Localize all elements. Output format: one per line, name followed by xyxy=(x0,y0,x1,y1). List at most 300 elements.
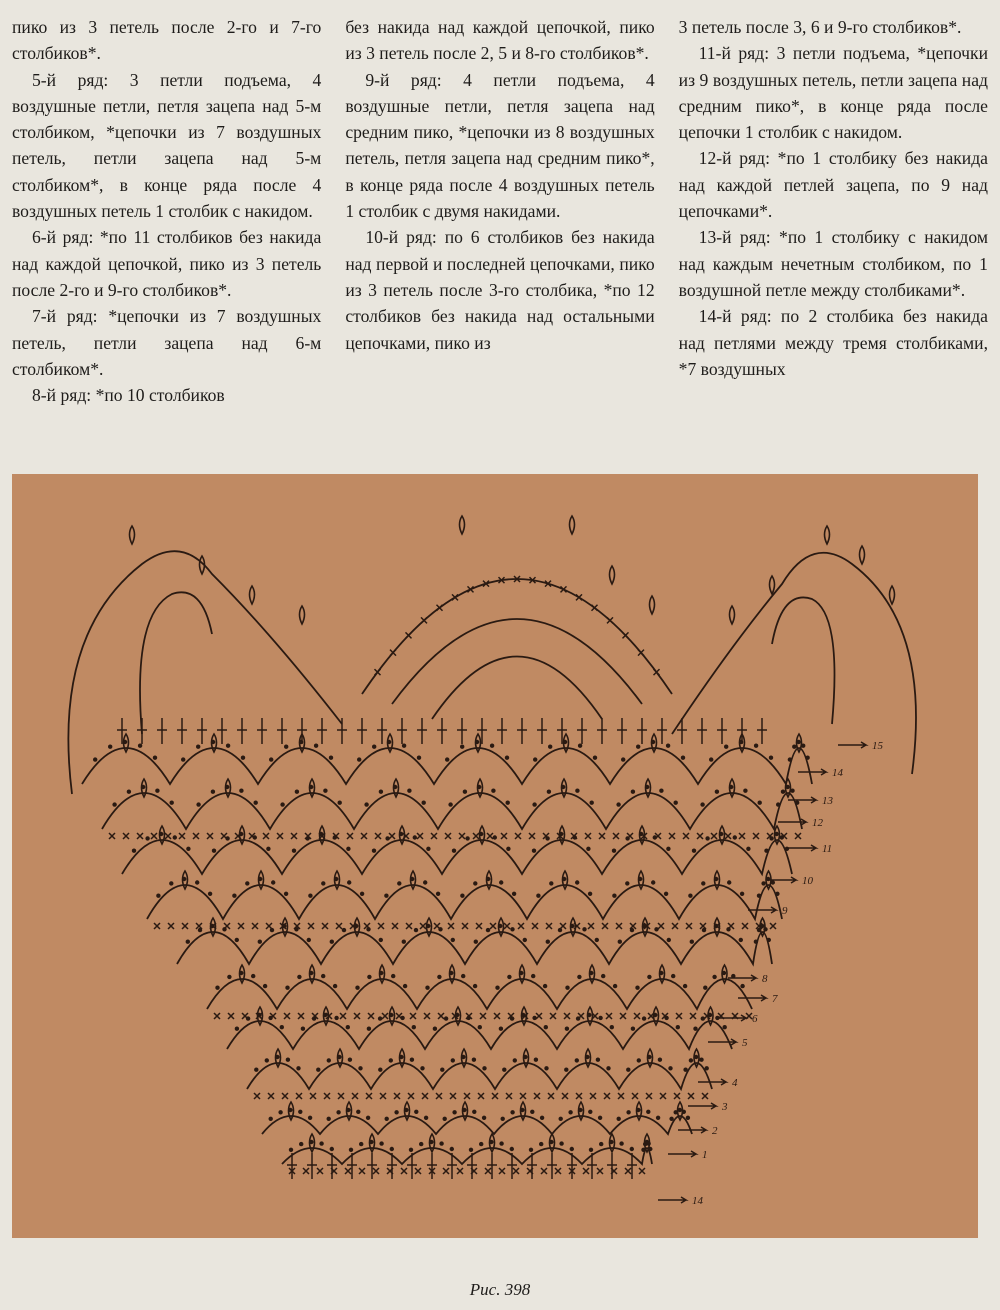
chain-stitch-dot xyxy=(692,849,696,853)
chain-stitch-dot xyxy=(775,892,779,896)
text-columns xyxy=(12,14,988,454)
single-crochet-mark xyxy=(345,1168,351,1174)
chain-stitch-dot xyxy=(490,744,494,748)
chain-stitch-dot xyxy=(473,881,477,885)
single-crochet-mark xyxy=(394,1093,400,1099)
chain-stitch-dot xyxy=(499,1027,503,1031)
row-number-label: 11 xyxy=(822,843,833,855)
single-crochet-mark xyxy=(534,1093,540,1099)
single-crochet-mark xyxy=(322,923,328,929)
single-crochet-mark xyxy=(711,833,717,839)
single-crochet-mark xyxy=(585,833,591,839)
picot-mark xyxy=(570,516,575,534)
single-crochet-mark xyxy=(634,1013,640,1019)
chain-stitch-dot xyxy=(298,1110,302,1114)
peak-cross-mark xyxy=(421,617,427,623)
chain-stitch-dot xyxy=(360,892,364,896)
single-crochet-mark xyxy=(616,923,622,929)
chain-stitch-dot xyxy=(769,756,773,760)
double-crochet-mark xyxy=(757,718,767,744)
chain-stitch-dot xyxy=(631,790,635,794)
chain-stitch-dot xyxy=(472,1058,476,1062)
chain-stitch-dot xyxy=(372,745,376,749)
chain-stitch-dot xyxy=(195,880,199,884)
chain-stitch-dot xyxy=(612,894,616,898)
chain-stitch-dot xyxy=(473,984,477,988)
chain-stitch-dot xyxy=(390,1147,394,1151)
row-arc xyxy=(207,979,752,1009)
single-crochet-mark xyxy=(366,1093,372,1099)
chain-stitch-dot xyxy=(530,1110,534,1114)
chain-stitch-dot xyxy=(727,880,731,884)
chain-stitch-dot xyxy=(506,847,510,851)
chain-stitch-dot xyxy=(482,1116,486,1120)
chain-stitch-dot xyxy=(590,801,594,805)
row-number-label: 1 xyxy=(702,1149,708,1161)
chain-stitch-dot xyxy=(452,849,456,853)
picot-mark xyxy=(300,606,305,624)
chain-stitch-dot xyxy=(379,1141,383,1145)
row-arrow xyxy=(788,845,816,851)
chain-stitch-dot xyxy=(635,986,639,990)
chain-stitch-dot xyxy=(132,849,136,853)
single-crochet-mark xyxy=(725,833,731,839)
single-crochet-mark xyxy=(578,1013,584,1019)
single-crochet-mark xyxy=(532,923,538,929)
chain-stitch-dot xyxy=(564,1068,568,1072)
single-crochet-mark xyxy=(564,1013,570,1019)
chain-stitch-dot xyxy=(327,1117,331,1121)
single-crochet-mark xyxy=(401,1168,407,1174)
double-crochet-mark xyxy=(457,718,467,744)
chain-stitch-dot xyxy=(232,894,236,898)
chain-stitch-dot xyxy=(385,1117,389,1121)
row-arrow xyxy=(708,1039,736,1045)
chain-stitch-dot xyxy=(598,1116,602,1120)
double-crochet-mark xyxy=(367,1153,377,1179)
single-crochet-mark xyxy=(408,1093,414,1099)
chain-stitch-dot xyxy=(758,801,762,805)
chain-stitch-dot xyxy=(712,975,716,979)
chain-stitch-dot xyxy=(671,974,675,978)
single-crochet-mark xyxy=(422,1093,428,1099)
chain-stitch-dot xyxy=(425,986,429,990)
chain-stitch-dot xyxy=(474,940,478,944)
single-crochet-mark xyxy=(373,1168,379,1174)
chain-stitch-dot xyxy=(169,881,173,885)
chain-stitch-dot xyxy=(419,1142,423,1146)
single-crochet-mark xyxy=(308,923,314,929)
chain-stitch-dot xyxy=(693,1027,697,1031)
row-arc xyxy=(102,793,802,829)
chain-stitch-dot xyxy=(700,802,704,806)
chain-stitch-dot xyxy=(666,744,670,748)
single-crochet-mark xyxy=(431,833,437,839)
chain-stitch-dot xyxy=(227,975,231,979)
chain-stitch-dot xyxy=(601,974,605,978)
chain-stitch-dot xyxy=(226,744,230,748)
chain-stitch-dot xyxy=(410,1058,414,1062)
single-crochet-mark xyxy=(434,923,440,929)
chain-stitch-dot xyxy=(389,1058,393,1062)
row-arrow xyxy=(798,769,826,775)
single-crochet-mark xyxy=(676,1013,682,1019)
bleed-through-text xyxy=(380,1244,980,1266)
chain-stitch-dot xyxy=(589,1148,593,1152)
chain-stitch-dot xyxy=(469,1148,473,1152)
chain-stitch-dot xyxy=(588,892,592,896)
picot-mark xyxy=(770,576,775,594)
row-arc xyxy=(177,932,772,964)
chain-stitch-dot xyxy=(575,789,579,793)
single-crochet-mark xyxy=(490,923,496,929)
single-crochet-mark xyxy=(137,833,143,839)
chain-stitch-dot xyxy=(321,974,325,978)
chain-stitch-dot xyxy=(686,1116,690,1120)
chain-stitch-dot xyxy=(510,1110,514,1114)
peak-cross-mark xyxy=(406,632,412,638)
row-arrow xyxy=(658,1197,686,1203)
single-crochet-mark xyxy=(672,923,678,929)
single-crochet-mark xyxy=(485,1168,491,1174)
single-crochet-mark xyxy=(770,923,776,929)
peak-arc xyxy=(362,579,672,694)
chain-stitch-dot xyxy=(112,802,116,806)
chain-stitch-dot xyxy=(512,892,516,896)
chain-stitch-dot xyxy=(646,1110,650,1114)
picot-mark xyxy=(730,606,735,624)
single-crochet-mark xyxy=(238,923,244,929)
single-crochet-mark xyxy=(324,1093,330,1099)
double-crochet-mark xyxy=(577,718,587,744)
chain-stitch-dot xyxy=(319,1141,323,1145)
chain-stitch-dot xyxy=(575,880,579,884)
chain-stitch-dot xyxy=(577,975,581,979)
double-crochet-mark xyxy=(217,718,227,744)
chain-stitch-dot xyxy=(280,1025,284,1029)
chain-stitch-dot xyxy=(414,928,418,932)
chain-stitch-dot xyxy=(792,745,796,749)
double-crochet-mark xyxy=(497,718,507,744)
chain-stitch-dot xyxy=(156,894,160,898)
single-crochet-mark xyxy=(438,1013,444,1019)
single-crochet-mark xyxy=(690,1013,696,1019)
chain-stitch-dot xyxy=(423,880,427,884)
row-arrow xyxy=(718,1015,746,1021)
crochet-diagram xyxy=(12,474,978,1238)
left-lobe-arc xyxy=(68,551,342,794)
chain-stitch-dot xyxy=(409,1148,413,1152)
chain-stitch-dot xyxy=(776,802,780,806)
single-crochet-mark xyxy=(541,1168,547,1174)
row-arrow xyxy=(788,797,816,803)
single-crochet-mark xyxy=(228,1013,234,1019)
chain-stitch-dot xyxy=(757,894,761,898)
row-number-label: 6 xyxy=(752,1013,758,1025)
single-crochet-mark xyxy=(480,1013,486,1019)
paragraph: 6-й ряд: *по 11 столбиков без накида над каждой цепочкой, пико из 3 петель после 2-го и 9-го столбиков*. xyxy=(12,227,322,300)
chain-stitch-dot xyxy=(540,1116,544,1120)
chain-stitch-dot xyxy=(330,1147,334,1151)
chain-stitch-dot xyxy=(495,986,499,990)
chain-stitch-dot xyxy=(781,790,785,794)
chain-stitch-dot xyxy=(733,835,737,839)
single-crochet-mark xyxy=(263,833,269,839)
chain-stitch-dot xyxy=(379,790,383,794)
single-crochet-mark xyxy=(742,923,748,929)
chain-stitch-dot xyxy=(439,1141,443,1145)
picot-mark xyxy=(825,526,830,544)
single-crochet-mark xyxy=(282,1093,288,1099)
chain-stitch-dot xyxy=(610,1025,614,1029)
single-crochet-mark xyxy=(310,1093,316,1099)
single-crochet-mark xyxy=(550,1013,556,1019)
chain-stitch-dot xyxy=(321,881,325,885)
single-crochet-mark xyxy=(588,923,594,929)
peak-cross-mark xyxy=(623,632,629,638)
chain-stitch-dot xyxy=(709,757,713,761)
double-crochet-mark xyxy=(637,718,647,744)
paragraph: 8-й ряд: *по 10 столбиков xyxy=(32,385,225,406)
single-crochet-mark xyxy=(501,833,507,839)
chain-stitch-dot xyxy=(420,1066,424,1070)
row-number-label: 12 xyxy=(812,817,823,829)
double-crochet-mark xyxy=(377,718,387,744)
chain-stitch-dot xyxy=(196,745,200,749)
chain-stitch-dot xyxy=(754,744,758,748)
single-crochet-mark xyxy=(352,1093,358,1099)
single-crochet-mark xyxy=(620,1013,626,1019)
chain-stitch-dot xyxy=(549,881,553,885)
row-number-label: 4 xyxy=(732,1077,738,1089)
paragraph: 10-й ряд: по 6 столбиков без накида над первой и последней цепочками, пико из 3 петель после 3-го столбика, *по 12 столбиков без накида над остальными цепочками, пико из xyxy=(345,227,655,353)
chain-stitch-dot xyxy=(366,1116,370,1120)
chain-stitch-dot xyxy=(208,892,212,896)
chain-stitch-dot xyxy=(499,880,503,884)
chain-stitch-dot xyxy=(422,801,426,805)
peak-cross-mark xyxy=(607,617,613,623)
double-crochet-mark xyxy=(157,718,167,744)
chain-stitch-dot xyxy=(461,974,465,978)
single-crochet-mark xyxy=(604,1093,610,1099)
single-crochet-mark xyxy=(207,833,213,839)
chain-stitch-dot xyxy=(424,1116,428,1120)
single-crochet-mark xyxy=(445,833,451,839)
paragraph: 12-й ряд: *по 1 столбику без накида над каждой петлей зацепа, по 9 над цепочками*. xyxy=(678,148,988,222)
picot-mark xyxy=(460,516,465,534)
chain-stitch-dot xyxy=(285,986,289,990)
single-crochet-mark xyxy=(268,1093,274,1099)
chain-stitch-dot xyxy=(407,789,411,793)
single-crochet-mark xyxy=(436,1093,442,1099)
chain-stitch-dot xyxy=(426,847,430,851)
double-crochet-mark xyxy=(317,718,327,744)
row-number-label: 15 xyxy=(872,740,883,752)
double-crochet-mark xyxy=(337,718,347,744)
chain-stitch-dot xyxy=(355,986,359,990)
single-crochet-mark xyxy=(627,833,633,839)
single-crochet-mark xyxy=(464,1093,470,1099)
row-number-label: 13 xyxy=(822,795,833,807)
chain-stitch-dot xyxy=(301,1027,305,1031)
chain-stitch-dot xyxy=(754,940,758,944)
chain-stitch-dot xyxy=(472,1110,476,1114)
chain-stitch-dot xyxy=(402,940,406,944)
chain-stitch-dot xyxy=(349,1148,353,1152)
single-crochet-mark xyxy=(674,1093,680,1099)
chain-stitch-dot xyxy=(307,938,311,942)
single-crochet-mark xyxy=(303,1168,309,1174)
chain-stitch-dot xyxy=(280,802,284,806)
chain-stitch-dot xyxy=(559,1141,563,1145)
chain-stitch-dot xyxy=(397,881,401,885)
single-crochet-mark xyxy=(415,1168,421,1174)
row-arc xyxy=(262,1116,692,1134)
chain-stitch-dot xyxy=(788,757,792,761)
double-crochet-mark xyxy=(547,1153,557,1179)
double-crochet-mark xyxy=(197,718,207,744)
double-crochet-mark xyxy=(657,718,667,744)
chain-stitch-dot xyxy=(676,1025,680,1029)
double-crochet-mark xyxy=(517,718,527,744)
chain-stitch-dot xyxy=(637,1058,641,1062)
double-crochet-mark xyxy=(427,1153,437,1179)
single-crochet-mark xyxy=(296,1093,302,1099)
single-crochet-mark xyxy=(473,833,479,839)
single-crochet-mark xyxy=(576,1093,582,1099)
chain-stitch-dot xyxy=(510,1147,514,1151)
chain-stitch-dot xyxy=(499,1141,503,1145)
chain-stitch-dot xyxy=(384,894,388,898)
single-crochet-mark xyxy=(700,923,706,929)
chain-stitch-dot xyxy=(534,1058,538,1062)
chain-stitch-dot xyxy=(539,1142,543,1146)
chain-stitch-dot xyxy=(617,1117,621,1121)
chain-stitch-dot xyxy=(357,757,361,761)
chain-stitch-dot xyxy=(359,1142,363,1146)
single-crochet-mark xyxy=(291,833,297,839)
chain-stitch-dot xyxy=(450,1147,454,1151)
chain-stitch-dot xyxy=(327,1058,331,1062)
single-crochet-mark xyxy=(660,1093,666,1099)
single-crochet-mark xyxy=(625,1168,631,1174)
single-crochet-mark xyxy=(630,923,636,929)
chain-stitch-dot xyxy=(654,927,658,931)
chain-stitch-dot xyxy=(668,1066,672,1070)
double-crochet-mark xyxy=(617,718,627,744)
peak-cross-mark xyxy=(452,594,458,600)
single-crochet-mark xyxy=(406,923,412,929)
single-crochet-mark xyxy=(378,923,384,929)
chain-stitch-dot xyxy=(330,940,334,944)
chain-stitch-dot xyxy=(746,847,750,851)
single-crochet-mark xyxy=(252,923,258,929)
chain-stitch-dot xyxy=(606,1066,610,1070)
chain-stitch-dot xyxy=(586,847,590,851)
chain-stitch-dot xyxy=(452,1110,456,1114)
single-crochet-mark xyxy=(513,1168,519,1174)
paragraph: 7-й ряд: *цепочки из 7 воздушных петель, петли зацепа над 6-м столбиком*. xyxy=(12,306,322,379)
chain-stitch-dot xyxy=(440,1068,444,1072)
chain-stitch-dot xyxy=(705,836,709,840)
single-crochet-mark xyxy=(728,923,734,929)
peak-arc xyxy=(432,657,602,720)
single-crochet-mark xyxy=(492,1093,498,1099)
chain-stitch-dot xyxy=(491,789,495,793)
chain-stitch-dot xyxy=(631,1027,635,1031)
row-arrow xyxy=(688,1103,716,1109)
single-crochet-mark xyxy=(151,833,157,839)
chain-stitch-dot xyxy=(347,880,351,884)
chain-stitch-dot xyxy=(235,938,239,942)
single-crochet-mark xyxy=(382,1013,388,1019)
chain-stitch-dot xyxy=(463,790,467,794)
chain-stitch-dot xyxy=(269,757,273,761)
row-number-label: 7 xyxy=(772,993,778,1005)
chain-stitch-dot xyxy=(127,790,131,794)
single-crochet-mark xyxy=(555,1168,561,1174)
chain-stitch-dot xyxy=(761,881,765,885)
single-crochet-mark xyxy=(420,923,426,929)
paragraph: 11-й ряд: 3 петли подъема, *цепочки из 9 воздушных петель, петли зацепа над средним пико*, в конце ряда после цепочки 1 столбик с накидом. xyxy=(678,43,988,143)
single-crochet-mark xyxy=(583,1168,589,1174)
chain-stitch-dot xyxy=(548,745,552,749)
row-arrow xyxy=(738,995,766,1001)
single-crochet-mark xyxy=(795,833,801,839)
chain-stitch-dot xyxy=(348,1058,352,1062)
single-crochet-mark xyxy=(168,923,174,929)
single-crochet-mark xyxy=(182,923,188,929)
double-crochet-mark xyxy=(397,718,407,744)
chain-stitch-dot xyxy=(308,1116,312,1120)
double-crochet-mark xyxy=(697,718,707,744)
chain-stitch-dot xyxy=(138,744,142,748)
chain-stitch-dot xyxy=(196,802,200,806)
chain-stitch-dot xyxy=(379,938,383,942)
paragraph: 5-й ряд: 3 петли подъема, 4 воздушные петли, петля зацепа над 5-м столбиком, *цепочки из 7 воздушных петель, петли зацепа над 5-м столбиком*, в конце ряда после 4 воздушных петель 1 столбик с накидом. xyxy=(12,69,322,222)
single-crochet-mark xyxy=(499,1168,505,1174)
chain-stitch-dot xyxy=(316,1068,320,1072)
chain-stitch-dot xyxy=(618,940,622,944)
chain-stitch-dot xyxy=(740,984,744,988)
single-crochet-mark xyxy=(487,833,493,839)
chain-stitch-dot xyxy=(575,1058,579,1062)
paragraph: 3 петель после 3, 6 и 9-го столбиков*. xyxy=(678,17,962,37)
chain-stitch-dot xyxy=(391,974,395,978)
single-crochet-mark xyxy=(688,1093,694,1099)
row-arc xyxy=(82,748,812,784)
text-column-3 xyxy=(679,14,988,454)
chain-stitch-dot xyxy=(625,881,629,885)
single-crochet-mark xyxy=(599,833,605,839)
chain-stitch-dot xyxy=(437,975,441,979)
single-crochet-mark xyxy=(515,833,521,839)
chain-stitch-dot xyxy=(342,928,346,932)
single-crochet-mark xyxy=(443,1168,449,1174)
single-crochet-mark xyxy=(536,1013,542,1019)
chain-stitch-dot xyxy=(599,1142,603,1146)
single-crochet-mark xyxy=(448,923,454,929)
chain-stitch-dot xyxy=(358,1066,362,1070)
chain-stitch-dot xyxy=(336,1110,340,1114)
chain-stitch-dot xyxy=(239,789,243,793)
single-crochet-mark xyxy=(520,1093,526,1099)
chain-stitch-dot xyxy=(170,801,174,805)
picot-mark xyxy=(250,586,255,604)
chain-stitch-dot xyxy=(510,927,514,931)
chain-stitch-dot xyxy=(482,1066,486,1070)
peak-cross-mark xyxy=(638,650,644,656)
